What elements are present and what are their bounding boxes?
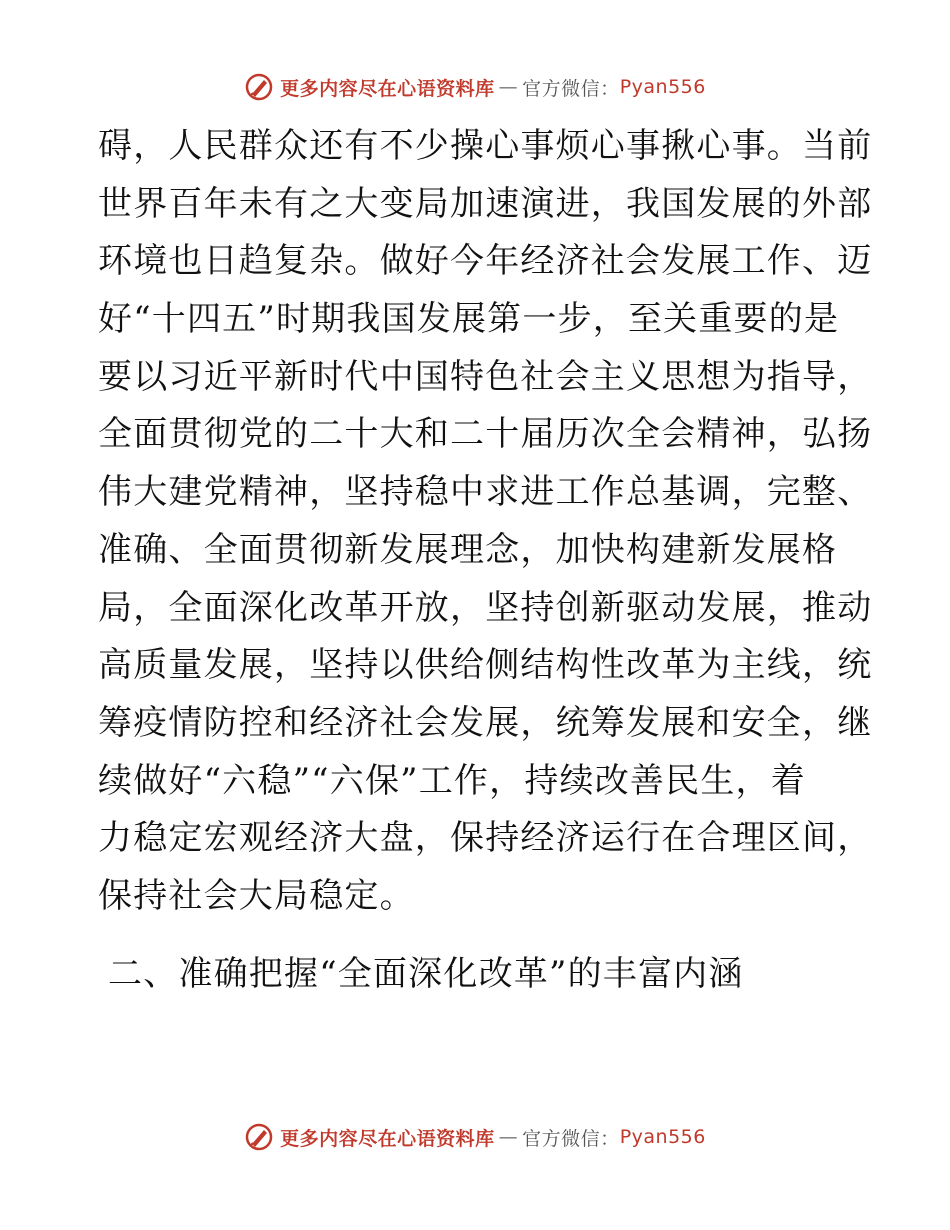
text-line: 准确、全面贯彻新发展理念，加快构建新发展格 — [98, 529, 838, 570]
watermark-wechat-label: 官方微信： — [522, 77, 620, 100]
watermark-dash: — — [498, 1126, 519, 1148]
text-line: 续做好“六稳”“六保”工作，持续改善民生，着 — [98, 760, 806, 801]
body-paragraph — [98, 118, 873, 926]
text-line: 力稳定宏观经济大盘，保持经济运行在合理区间， — [98, 818, 873, 859]
text-line: 伟大建党精神，坚持稳中求进工作总基调，完整、 — [98, 472, 873, 513]
text-line: 局，全面深化改革开放，坚持创新驱动发展，推动 — [98, 587, 873, 628]
watermark-wechat-id: Pyan556 — [619, 76, 706, 98]
watermark-dash: — — [498, 76, 519, 98]
text-line: 碍，人民群众还有不少操心事烦心事揪心事。当前 — [98, 126, 873, 166]
header-watermark — [0, 72, 950, 102]
text-line: 好“十四五”时期我国发展第一步，至关重要的是 — [98, 299, 840, 340]
text-line: 全面贯彻党的二十大和二十届历次全会精神，弘扬 — [98, 414, 873, 455]
watermark-text: 更多内容尽在心语资料库 — [280, 1127, 495, 1150]
text-line: 要以习近平新时代中国特色社会主义思想为指导， — [98, 356, 873, 397]
quill-pen-logo-icon — [244, 72, 274, 102]
text-line: 保持社会大局稳定。 — [98, 875, 415, 916]
watermark-wechat-id: Pyan556 — [619, 1126, 706, 1148]
watermark-text: 更多内容尽在心语资料库 — [280, 77, 495, 100]
text-line: 环境也日趋复杂。做好今年经济社会发展工作、迈 — [98, 241, 873, 282]
text-line: 筹疫情防控和经济社会发展，统筹发展和安全，继 — [98, 702, 873, 743]
section-heading: 二、准确把握“全面深化改革”的丰富内涵 — [108, 954, 744, 994]
footer-watermark — [0, 1122, 950, 1152]
text-line: 高质量发展，坚持以供给侧结构性改革为主线，统 — [98, 645, 873, 686]
text-line: 世界百年未有之大变局加速演进，我国发展的外部 — [98, 183, 873, 224]
watermark-wechat-label: 官方微信： — [522, 1127, 620, 1150]
quill-pen-logo-icon — [244, 1122, 274, 1152]
